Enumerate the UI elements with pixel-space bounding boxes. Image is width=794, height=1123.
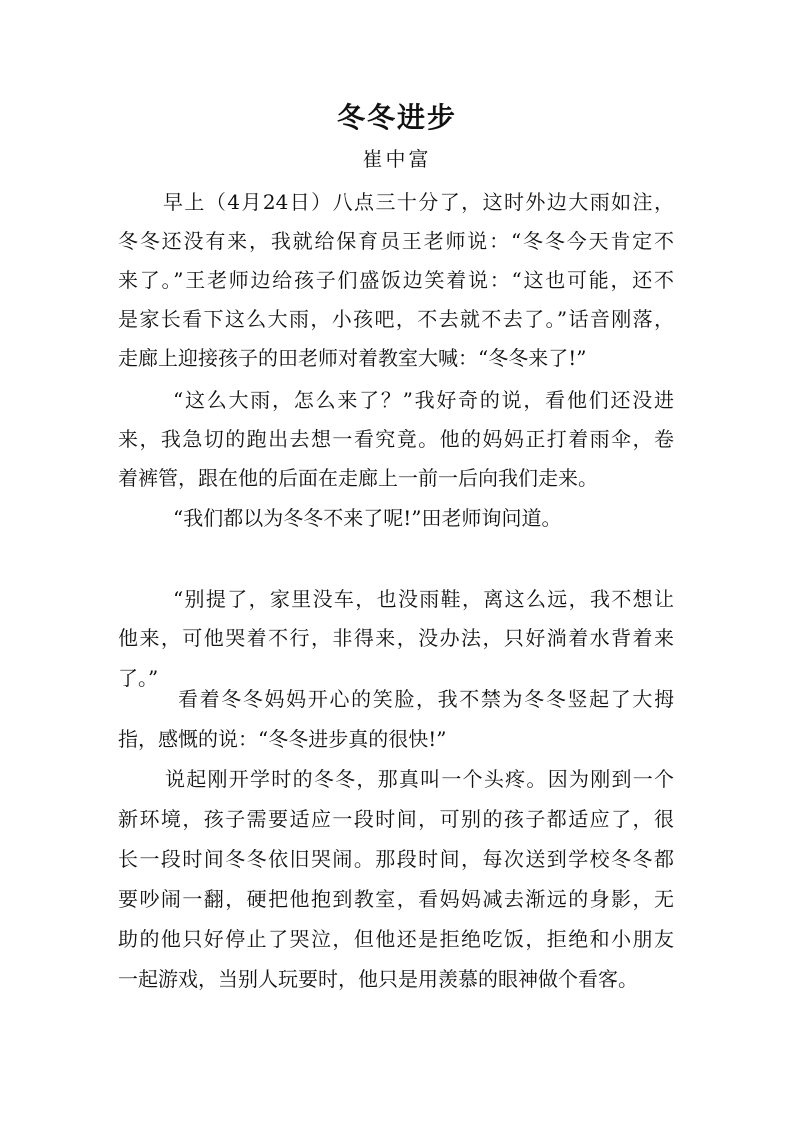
paragraph-line: 是家长看下这么大雨，小孩吧，不去就不去了。”话音刚落， — [118, 307, 674, 331]
paragraph-line: 他来，可他哭着不行，非得来，没办法，只好淌着水背着来 — [118, 626, 674, 650]
paragraph-line: 要吵闹一翻，硬把他抱到教室，看妈妈减去渐远的身影，无 — [118, 887, 674, 911]
paragraph-line: 助的他只好停止了哭泣，但他还是拒绝吃饭，拒绝和小朋友 — [118, 927, 674, 951]
document-author: 崔中富 — [362, 147, 432, 171]
paragraph-line: 走廊上迎接孩子的田老师对着教室大喊：“冬冬来了!” — [118, 346, 587, 370]
paragraph-line: 一起游戏，当别人玩要时，他只是用羡慕的眼神做个看客。 — [118, 967, 638, 991]
paragraph-line: 来，我急切的跑出去想一看究竟。他的妈妈正打着雨伞，卷 — [118, 427, 674, 451]
paragraph-line: “我们都以为冬冬不来了呢!”田老师询问道。 — [173, 506, 562, 530]
paragraph-line: 了。” — [118, 666, 159, 690]
paragraph-line: 长一段时间冬冬依旧哭闹。那段时间，每次送到学校冬冬都 — [118, 847, 674, 871]
document-title: 冬冬进步 — [336, 101, 457, 134]
paragraph-line: 指，感慨的说：“冬冬进步真的很快!” — [118, 727, 447, 751]
paragraph-line: 新环境，孩子需要适应一段时间，可别的孩子都适应了，很 — [118, 807, 674, 831]
paragraph-line: 冬冬还没有来，我就给保育员王老师说：“冬冬今天肯定不 — [118, 229, 674, 253]
paragraph-line: 着裤管，跟在他的后面在走廊上一前一后向我们走来。 — [118, 466, 598, 490]
paragraph-line: 来了。”王老师边给孩子们盛饭边笑着说：“这也可能，还不 — [118, 268, 674, 292]
paragraph-line: “别提了，家里没车，也没雨鞋，离这么远，我不想让 — [173, 587, 674, 611]
paragraph-line: 看着冬冬妈妈开心的笑脸，我不禁为冬冬竖起了大拇 — [178, 687, 674, 711]
paragraph-line: “这么大雨，怎么来了？”我好奇的说，看他们还没进 — [173, 388, 674, 412]
paragraph-line: 说起刚开学时的冬冬，那真叫一个头疼。因为刚到一个 — [165, 767, 674, 791]
paragraph-line: 早上（4月24日）八点三十分了，这时外边大雨如注， — [163, 190, 674, 214]
